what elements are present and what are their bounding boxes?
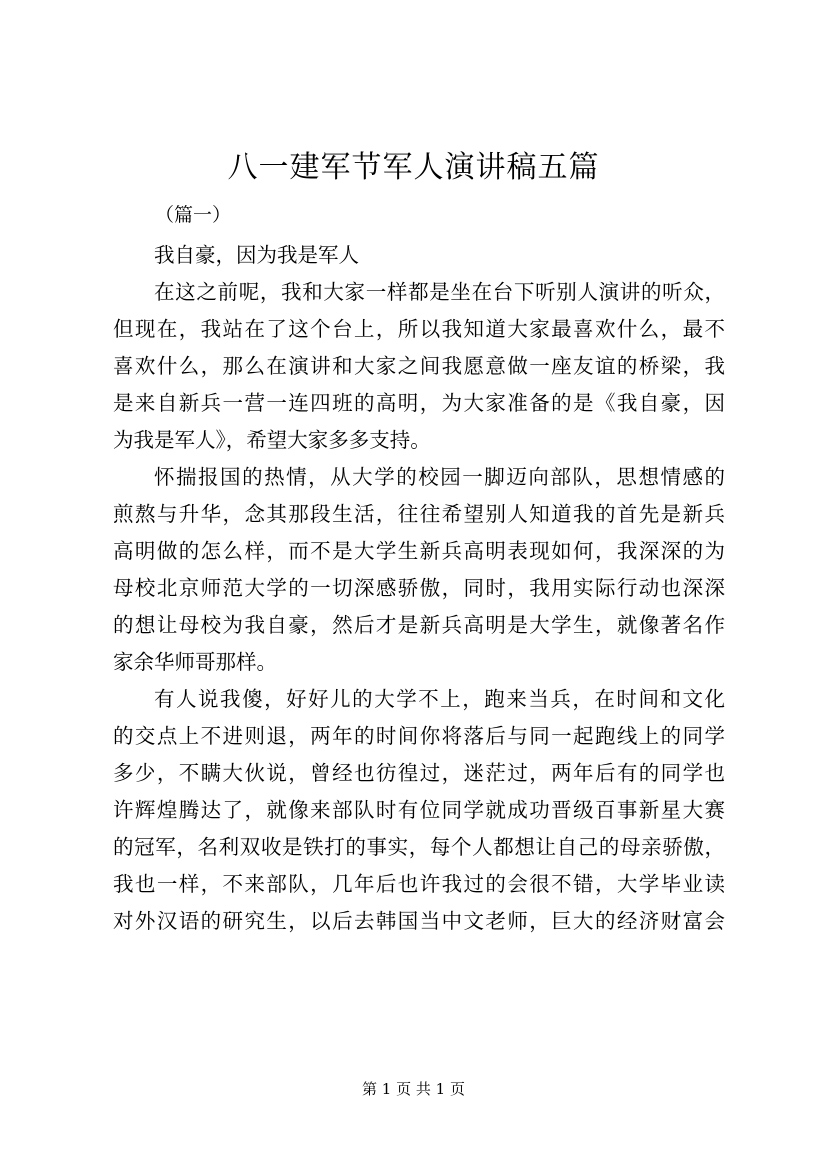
text-line: 为我是军人》，希望大家多多支持。 <box>113 428 431 452</box>
text-line: 母校北京师范大学的一切深感骄傲，同时，我用实际行动也深深 <box>113 576 725 600</box>
text-line: 怀揣报国的热情，从大学的校园一脚迈向部队，思想情感的 <box>154 465 725 489</box>
text-line: 对外汉语的研究生，以后去韩国当中文老师，巨大的经济财富会 <box>113 909 725 933</box>
page-footer: 第 1 页 共 1 页 <box>362 1080 465 1098</box>
section-label: （篇一） <box>155 204 232 226</box>
text-line: 高明做的怎么样，而不是大学生新兵高明表现如何，我深深的为 <box>113 539 725 563</box>
text-line: 家余华师哥那样。 <box>113 650 277 674</box>
text-line: 喜欢什么，那么在演讲和大家之间我愿意做一座友谊的桥梁，我 <box>113 354 725 378</box>
text-line: 许辉煌腾达了，就像来部队时有位同学就成功晋级百事新星大赛 <box>113 798 725 822</box>
text-line: 的想让母校为我自豪，然后才是新兵高明是大学生，就像著名作 <box>113 613 725 637</box>
text-line: 的交点上不进则退，两年的时间你将落后与同一起跑线上的同学 <box>113 724 725 748</box>
text-line: 但现在，我站在了这个台上，所以我知道大家最喜欢什么，最不 <box>113 317 725 341</box>
text-line: 我也一样，不来部队，几年后也许我过的会很不错，大学毕业读 <box>113 872 725 896</box>
text-line: 我自豪，因为我是军人 <box>154 243 359 267</box>
text-line: 是来自新兵一营一连四班的高明，为大家准备的是《我自豪，因 <box>113 391 725 415</box>
text-line: 的冠军，名利双收是铁打的事实，每个人都想让自己的母亲骄傲， <box>113 835 725 859</box>
document-title: 八一建军节军人演讲稿五篇 <box>227 150 600 185</box>
text-line: 多少，不瞒大伙说，曾经也彷徨过，迷茫过，两年后有的同学也 <box>113 761 725 785</box>
text-line: 煎熬与升华，念其那段生活，往往希望别人知道我的首先是新兵 <box>113 502 725 526</box>
text-line: 在这之前呢，我和大家一样都是坐在台下听别人演讲的听众， <box>154 280 725 304</box>
text-line: 有人说我傻，好好儿的大学不上，跑来当兵，在时间和文化 <box>154 687 725 711</box>
body-text <box>113 237 725 940</box>
